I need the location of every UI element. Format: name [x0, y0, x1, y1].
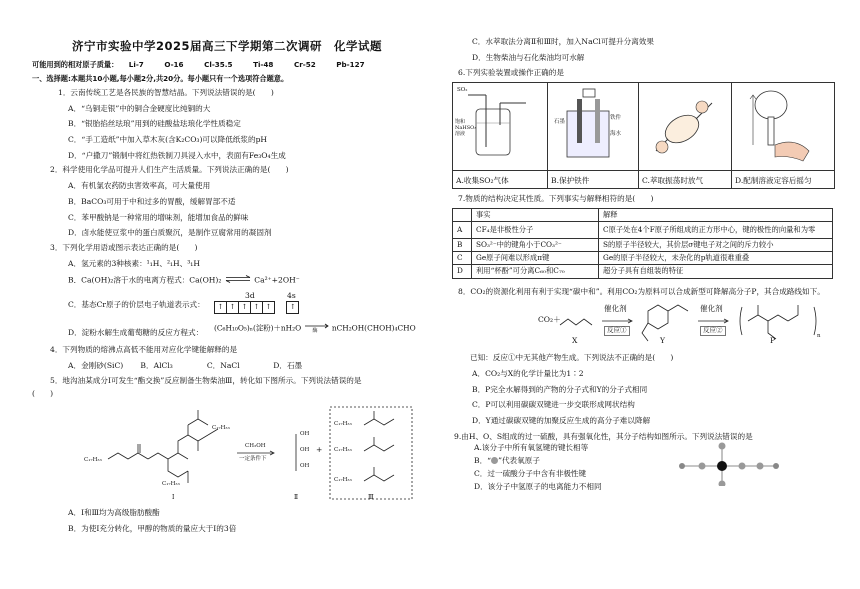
table-cell: SO₃²⁻中的键角小于CO₃²⁻ [472, 238, 599, 251]
caption-a: A.收集SO₂气体 [453, 170, 548, 188]
q5-option-d: D．生物柴油与石化柴油均可水解 [472, 52, 585, 62]
q3-option-a: A．氢元素的3种核素：¹₁H、²₁H、³₁H [68, 258, 200, 268]
q5-option-a: A．Ⅰ和Ⅲ均为高级脂肪酸酯 [68, 508, 160, 517]
table-cell: S的原子半径较大，其价层σ键电子对之间的斥力较小 [599, 238, 833, 251]
table-cell: B [453, 238, 472, 251]
apparatus-d [732, 83, 835, 171]
question-5-stem: 5．地沟油某成分Ⅰ可发生“酯交换”反应制备生物柴油Ⅲ，转化如下图所示。下列说法错误的是 [50, 375, 362, 385]
so2-label: SO₂ [457, 87, 468, 94]
q2-option-d: D．卤水能使豆浆中的蛋白质聚沉，是制作豆腐常用的凝固剂 [68, 228, 272, 238]
enzyme-arrow-icon [304, 322, 330, 335]
molecule-ii-oh-1: OH [300, 431, 310, 437]
n-subscript: n [817, 333, 821, 340]
apparatus-b [548, 83, 639, 171]
caption-c: C.萃取振荡时放气 [639, 170, 732, 188]
molecule-iii-c17-label: C₁₇H₃₃ [334, 447, 352, 453]
co2-reactant: CO₂＋ [538, 315, 561, 325]
label-x: X [572, 336, 578, 346]
oxygen-atom-icon [757, 462, 764, 469]
orbital-4s-label: 4s [287, 291, 296, 301]
question-5-stem-tail: ( ) [32, 389, 54, 399]
q5-option-c: C．水萃取法分离Ⅱ和Ⅲ时，加入NaCl可提升分离效果 [472, 37, 654, 46]
transesterification-figure [32, 401, 422, 505]
reaction-1-label: 反应① [604, 326, 630, 335]
equilibrium-arrow-icon [224, 275, 252, 286]
table-cell: C原子处在4个F原子所组成的正方形中心，键的极性的向量和为零 [599, 221, 833, 238]
table-row [453, 221, 833, 238]
table-cell: CF₄是非极性分子 [472, 221, 599, 238]
table-cell: 超分子具有自组装的特征 [599, 265, 833, 278]
peroxymonosulfuric-acid-model [652, 436, 792, 486]
q3-option-d-text: D．淀粉水解生成葡萄糖的反应方程式： [68, 328, 204, 338]
table-cell: 利用“杯酚”可分离C₆₀和C₇₀ [472, 265, 599, 278]
page-title: 济宁市实验中学2025届高三下学期第二次调研 化学试题 [71, 39, 382, 53]
molecule-i-c17-label: C₁₇H₃₃ [162, 481, 180, 487]
q9-block [452, 442, 832, 492]
q4-option-d: D．石墨 [273, 360, 303, 370]
question-8-stem: 8．CO₂的资源化利用有利于实现“碳中和”。利用CO₂为原料可以合成新型可降解高分子P，其合成路线如下。 [458, 286, 825, 296]
oxygen-atom-icon [719, 442, 726, 449]
atomic-masses-line [32, 61, 422, 69]
enzyme-label: 酶 [312, 328, 318, 335]
q5-option-b: B．为使Ⅰ充分转化，甲醇的物质的量应大于Ⅰ的3倍 [68, 523, 237, 533]
q3-option-c-text: C．基态Cr原子的价层电子轨道表示式： [68, 300, 205, 310]
reaction-condition: 一定条件下 [239, 456, 267, 462]
sulfur-atom-icon [717, 461, 727, 471]
q8-note: 已知：反应①中无其他产物生成。下列说法不正确的是( ) [470, 353, 674, 363]
atom-ti: Ti-48 [253, 60, 274, 70]
q9-option-a: A.该分子中所有氧氢键的键长相等 [474, 442, 589, 452]
question-3-stem: 3．下列化学用语或图示表达正确的是( ) [50, 242, 198, 252]
hydrogen-atom-icon [773, 463, 779, 469]
label-p: P [770, 336, 776, 346]
atom-pb: Pb-127 [336, 60, 365, 70]
table-cell: C [453, 252, 472, 265]
q1-option-c: C．“手工造纸”中加入草木灰(含K₂CO₃)可以降低纸浆的pH [68, 134, 268, 144]
oxygen-atom-icon [739, 462, 746, 469]
q2-option-a: A．有机氯农药防虫害效率高，可大量使用 [68, 181, 211, 191]
orbital-box-icon: ↑ [250, 301, 263, 314]
q4-option-b: B．AlCl₃ [140, 360, 173, 370]
q9-option-d: D．该分子中氢原子的电离能力不相同 [474, 481, 602, 491]
orbital-box-icon: ↑ [226, 301, 239, 314]
q4-option-c: C．NaCl [206, 360, 240, 370]
q9-option-b-pre: B．“ [474, 455, 492, 465]
table-cell: A [453, 221, 472, 238]
table-cell: D [453, 265, 472, 278]
oxygen-atom-icon [719, 480, 726, 486]
label-ii: Ⅱ [294, 494, 299, 501]
left-column [32, 0, 422, 533]
orbital-box-icon: ↑ [238, 301, 251, 314]
table-cell: Ge的原子半径较大，未杂化的p轨道很难重叠 [599, 252, 833, 265]
orbital-3d-label: 3d [245, 291, 255, 301]
apparatus-a [453, 83, 548, 171]
plus-sign: + [316, 445, 323, 454]
q1-option-d: D．“户撒刀”锻制中将红热铁制刀具浸入水中，表面有Fe₃O₄生成 [68, 150, 286, 160]
label-y: Y [660, 336, 666, 346]
q9-option-b-post: ”代表氧原子 [498, 455, 540, 465]
q8-option-b: B．P完全水解得到的产物的分子式和Y的分子式相同 [472, 384, 648, 394]
question-1-stem: 1．云南传统工艺是各民族的智慧结晶。下列说法错误的是( ) [58, 87, 274, 97]
label-i: Ⅰ [172, 494, 175, 501]
orbital-box-icon: ↑ [286, 301, 299, 314]
table-cell: Ge原子间难以形成π键 [472, 252, 599, 265]
table-header-cell: 事实 [472, 208, 599, 221]
q2-option-b: B．BaCO₃可用于中和过多的胃酸，缓解胃部不适 [68, 196, 236, 206]
question-7-stem: 7.物质的结构决定其性质。下列事实与解释相符的是( ) [458, 193, 654, 203]
q3-option-b [32, 275, 422, 286]
caption-d: D.配制溶液定容后摇匀 [732, 170, 835, 188]
molecule-i-c17-label: C₁₇H₃₃ [84, 457, 102, 463]
table-header-cell [453, 208, 472, 221]
q4-options [32, 362, 422, 371]
reagent-methanol: CH₃OH [245, 443, 266, 449]
iron-label: 铁件 [610, 115, 622, 122]
orbital-box-icon: ↑ [262, 301, 275, 314]
table-header-cell: 解释 [599, 208, 833, 221]
q3-option-b-rhs: Ca²⁺+2OH⁻ [254, 275, 300, 285]
apparatus-c [639, 83, 732, 171]
atom-o: O-16 [164, 60, 184, 70]
q7-table [452, 208, 833, 279]
oxygen-atom-icon [491, 457, 498, 464]
molecule-ii-oh-3: OH [300, 463, 310, 469]
q8-option-d: D．Y通过碳碳双键的加聚反应生成的高分子难以降解 [472, 416, 651, 426]
question-6-stem: 6.下列实验装置或操作正确的是 [458, 68, 564, 78]
q8-option-a: A．CO₂与X的化学计量比为1∶2 [472, 368, 584, 378]
oxygen-atom-icon [699, 462, 706, 469]
question-2-stem: 2．科学使用化学品可提升人们生产生活质量。下列说法正确的是( ) [50, 165, 289, 175]
q6-figure-table [452, 82, 835, 189]
molecule-i-c17-label: C₁₇H₃₃ [212, 425, 230, 431]
q3-option-c [32, 293, 422, 315]
nahso3-label: 饱和 NaHSO₃ 溶液 [455, 119, 477, 138]
equation-lhs: (C₆H₁₀O₅)ₙ(淀粉)＋nH₂O [214, 323, 302, 333]
atomic-masses-label: 可能用到的相对原子质量： [32, 60, 119, 70]
reaction-2-label: 反应② [700, 326, 726, 335]
orbital-diagram [214, 301, 298, 314]
equation-rhs: nCH₂OH(CHOH)₄CHO [331, 323, 416, 333]
right-column [452, 0, 832, 492]
separatory-funnel-hand-icon [642, 85, 728, 165]
q3-option-b-lhs: B．Ca(OH)₂溶于水的电离方程式：Ca(OH)₂ [68, 275, 222, 285]
q1-option-b: B．“银胎掐丝珐琅”用到的硅酸盐珐琅化学性质稳定 [68, 119, 241, 129]
q4-option-a: A．金刚砂(SiC) [68, 360, 124, 370]
catalyst-2-label: 催化剂 [700, 304, 723, 314]
q9-option-c: C．过一硫酸分子中含有非极性键 [474, 468, 587, 478]
atom-li: Li-7 [128, 60, 144, 70]
table-row [453, 252, 833, 265]
hydrogen-atom-icon [679, 463, 685, 469]
q9-option-b [474, 457, 540, 466]
graphite-label: 石墨 [554, 119, 566, 126]
q3-option-d [32, 322, 422, 340]
starch-hydrolysis-equation [214, 322, 416, 335]
transesterification-svg [74, 401, 414, 505]
caption-b: B.保护铁件 [548, 170, 639, 188]
catalyst-1-label: 催化剂 [604, 304, 627, 314]
seawater-label: 海水 [610, 131, 622, 138]
table-row [453, 238, 833, 251]
label-iii: Ⅲ [368, 494, 374, 501]
volumetric-flask-icon [735, 85, 831, 165]
table-header-row [453, 208, 833, 221]
section-heading: 一、选择题:本题共10小题,每小题2分,共20分。每小题只有一个选项符合题意。 [32, 73, 289, 83]
q8-option-c: C．P可以利用碳碳双键进一步交联形成网状结构 [472, 400, 635, 410]
question-4-stem: 4．下列物质的熔沸点高低不能用对应化学键能解释的是 [50, 345, 238, 355]
q2-option-c: C．苯甲酸钠是一种常用的增味剂，能增加食品的鲜味 [68, 212, 249, 222]
q8-synthesis-route [452, 299, 832, 347]
molecule-iii-c17-label: C₁₇H₃₃ [334, 421, 352, 427]
question-9-stem: 9.由H、O、S组成的过一硫酸，具有强氧化性，其分子结构如图所示。下列说法错误的是 [454, 431, 753, 441]
molecule-ii-oh-2: OH [300, 447, 310, 453]
orbital-box-icon: ↑ [214, 301, 227, 314]
molecule-iii-c17-label: C₁₇H₃₃ [334, 477, 352, 483]
atom-cr: Cr-52 [293, 60, 316, 70]
atom-cl: Cl-35.5 [204, 60, 233, 70]
q1-option-a: A．“乌铜走银”中的铜合金硬度比纯铜的大 [68, 103, 211, 113]
table-row [453, 265, 833, 278]
